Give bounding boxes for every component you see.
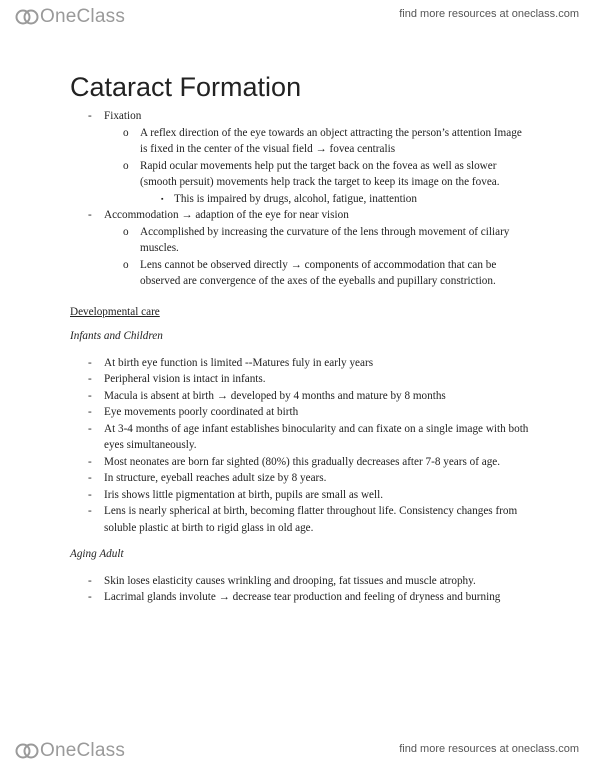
list-item bbox=[70, 573, 530, 590]
logo-text: OneClass bbox=[40, 6, 126, 27]
dash-bullet: - bbox=[88, 488, 92, 501]
dash-bullet: - bbox=[88, 389, 92, 402]
list-item-text: Lens is nearly spherical at birth, becoming flatter throughout life. Consistency changes from soluble plastic at birth to rigid glass in old age. bbox=[104, 505, 518, 534]
list-item-text: Peripheral vision is intact in infants. bbox=[104, 373, 266, 385]
list-item-text: At 3-4 months of age infant establishes binocularity and can fixate on a single image with both eyes simultaneously. bbox=[104, 422, 529, 451]
list-item bbox=[70, 589, 530, 606]
circle-bullet: o bbox=[123, 159, 129, 172]
oneclass-logo[interactable] bbox=[15, 740, 125, 762]
list-item-text: A reflex direction of the eye towards an object attracting the person’s attention Image is fixed in the center of the visual field → fovea centralis bbox=[140, 126, 522, 155]
square-bullet: ▪ bbox=[161, 194, 164, 203]
dash-bullet: - bbox=[88, 110, 92, 122]
list-item bbox=[70, 125, 530, 158]
aging-list bbox=[70, 573, 530, 606]
dash-bullet: - bbox=[88, 472, 92, 484]
circle-bullet: o bbox=[123, 126, 129, 139]
logo-text: OneClass bbox=[40, 740, 126, 761]
dash-bullet: - bbox=[88, 209, 92, 221]
list-item bbox=[70, 421, 530, 454]
list-item-text: Macula is absent at birth → developed by 4 months and mature by 8 months bbox=[104, 389, 446, 402]
page-footer bbox=[0, 740, 595, 770]
list-item bbox=[70, 158, 530, 208]
list-item bbox=[70, 404, 530, 421]
list-item-text: Lacrimal glands involute → decrease tear production and feeling of dryness and burning bbox=[104, 591, 501, 603]
subsection-heading: Aging Adult bbox=[70, 548, 124, 560]
list-item-text: Lens cannot be observed directly → components of accommodation that can be observed are convergence of the axes of the eyeballs and pupillary constriction. bbox=[140, 258, 497, 287]
fixation-label: Fixation bbox=[104, 110, 142, 122]
dash-bullet: - bbox=[88, 356, 92, 369]
list-item-text: Skin loses elasticity causes wrinkling and drooping, fat tissues and muscle atrophy. bbox=[104, 574, 476, 587]
list-item bbox=[70, 388, 530, 405]
oneclass-logo-icon bbox=[15, 743, 39, 759]
circle-bullet: o bbox=[123, 225, 129, 238]
resources-link[interactable]: find more resources at oneclass.com bbox=[399, 8, 579, 20]
oneclass-logo[interactable] bbox=[15, 6, 125, 28]
list-item-text: Eye movements poorly coordinated at birth bbox=[104, 406, 299, 418]
dash-bullet: - bbox=[88, 574, 92, 587]
dash-bullet: - bbox=[88, 422, 92, 435]
circle-bullet: o bbox=[123, 258, 129, 271]
section-title: Developmental care bbox=[70, 305, 160, 318]
page-header bbox=[0, 0, 595, 30]
accommodation-label: Accommodation → adaption of the eye for near vision bbox=[104, 209, 349, 221]
infants-list bbox=[70, 355, 530, 537]
list-item-text: At birth eye function is limited --Matures fuly in early years bbox=[104, 356, 374, 369]
list-item-text: Most neonates are born far sighted (80%) this gradually decreases after 7-8 years of age. bbox=[104, 455, 501, 468]
list-item-text: In structure, eyeball reaches adult size by 8 years. bbox=[104, 472, 327, 484]
list-item bbox=[70, 191, 530, 208]
resources-link[interactable]: find more resources at oneclass.com bbox=[399, 743, 579, 755]
list-item bbox=[70, 108, 530, 207]
list-item bbox=[70, 470, 530, 487]
list-item bbox=[70, 487, 530, 504]
fixation-list bbox=[70, 108, 530, 290]
dash-bullet: - bbox=[88, 373, 92, 385]
page-title: Cataract Formation bbox=[70, 72, 302, 102]
list-item-text: Iris shows little pigmentation at birth, pupils are small as well. bbox=[104, 488, 384, 501]
oneclass-logo-icon bbox=[15, 9, 39, 25]
list-item bbox=[70, 355, 530, 372]
dash-bullet: - bbox=[88, 455, 92, 468]
dash-bullet: - bbox=[88, 505, 92, 517]
list-item-text: Rapid ocular movements help put the target back on the fovea as well as slower (smooth persuit) movements help track the target to keep its image on the fovea. bbox=[140, 159, 500, 188]
dash-bullet: - bbox=[88, 591, 92, 603]
list-item bbox=[70, 207, 530, 290]
list-item bbox=[70, 454, 530, 471]
list-item bbox=[70, 503, 530, 536]
list-item-text: This is impaired by drugs, alcohol, fatigue, inattention bbox=[174, 192, 417, 205]
list-item bbox=[70, 257, 530, 290]
list-item bbox=[70, 224, 530, 257]
list-item-text: Accomplished by increasing the curvature of the lens through movement of ciliary muscles. bbox=[140, 225, 510, 254]
subsection-heading: Infants and Children bbox=[70, 330, 163, 342]
list-item bbox=[70, 371, 530, 388]
dash-bullet: - bbox=[88, 406, 92, 418]
document-body bbox=[70, 70, 530, 606]
